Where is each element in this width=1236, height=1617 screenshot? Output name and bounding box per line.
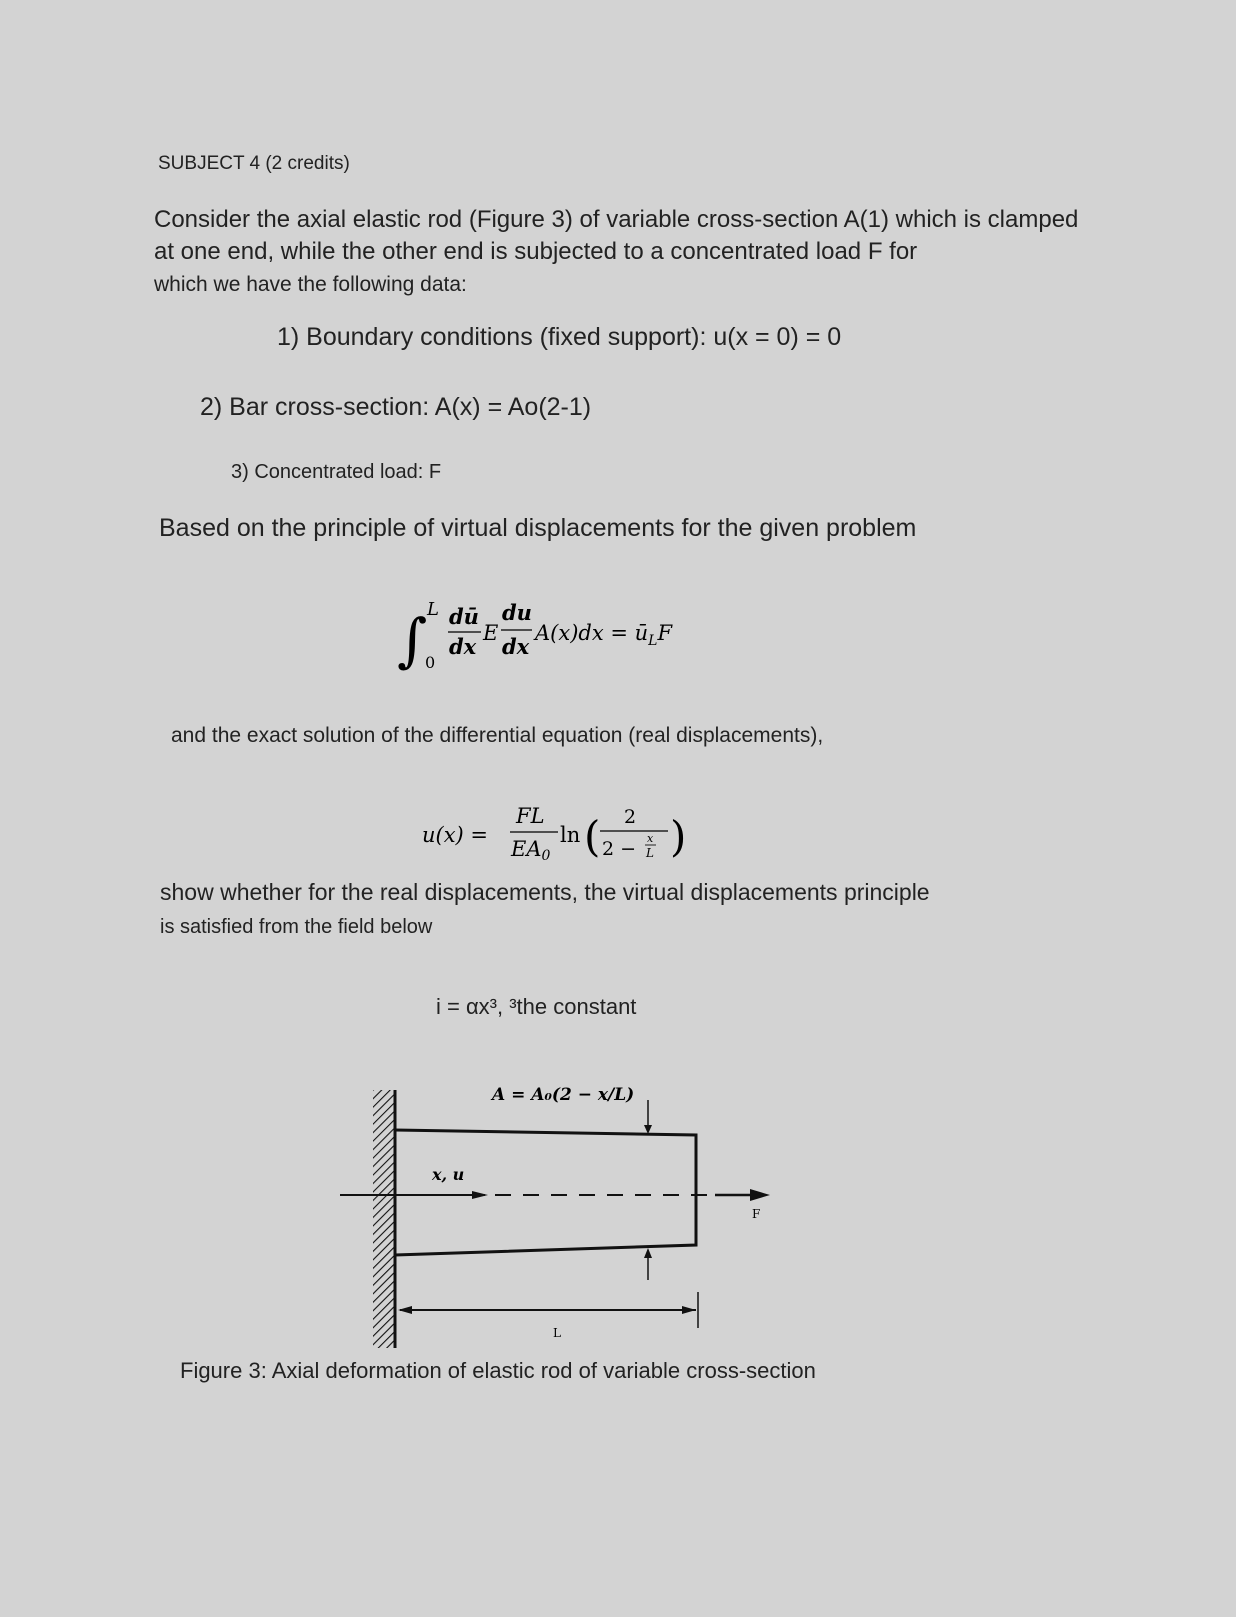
eq2-left-paren: ( — [584, 812, 601, 861]
eq2-den: EA0 — [511, 837, 551, 864]
intro-paragraph — [154, 204, 1094, 301]
show-line1: show whether for the real displacements, the virtual displacements principle — [160, 879, 930, 905]
figure-caption: Figure 3: Axial deformation of elastic rod of variable cross-section — [180, 1358, 816, 1383]
show-paragraph — [160, 876, 1060, 944]
dimension-arrow-right — [682, 1306, 696, 1314]
dimension-arrow-left — [398, 1306, 412, 1314]
eq2-num: FL — [516, 804, 545, 828]
condition-load: 3) Concentrated load: F — [231, 461, 442, 483]
eq2-ln: ln — [560, 823, 581, 847]
rod-outline — [395, 1130, 696, 1255]
elastic-modulus: E — [483, 621, 499, 645]
exact-solution-text: and the exact solution of the differential equation (real displacements), — [171, 724, 824, 747]
condition-cross-section: 2) Bar cross-section: A(x) = Ao(2-1) — [200, 393, 592, 421]
section-arrow-bottom-head — [644, 1248, 652, 1258]
frac1-den: dx — [449, 634, 477, 659]
exact-solution-equation — [418, 795, 718, 870]
virtual-field: i = αx³, ³the constant — [436, 994, 637, 1019]
frac1-num: dū — [449, 604, 479, 629]
based-on-text: Based on the principle of virtual displacements for the given problem — [159, 514, 917, 542]
frac2-den: dx — [502, 634, 530, 659]
frac2-num: du — [502, 600, 532, 625]
force-arrowhead — [750, 1189, 770, 1201]
axis-label: x, u — [432, 1165, 465, 1184]
equation1-rest: $A(x)dx = ū_LF$ — [535, 621, 673, 649]
eq2-inner-den: 2 − — [602, 838, 637, 860]
integral-upper-limit: L — [427, 599, 439, 620]
integral-sign: ∫ — [397, 606, 428, 674]
show-line2: is satisfied from the field below — [160, 916, 433, 938]
intro-tail: which we have the following data: — [154, 273, 467, 296]
subject-heading: SUBJECT 4 (2 credits) — [158, 153, 350, 174]
fixed-support-hatch — [373, 1090, 395, 1348]
eq2-inner-frac-den: L — [646, 846, 654, 860]
area-label: A = A₀(2 − x/L) — [492, 1085, 635, 1105]
axis-arrowhead — [472, 1191, 488, 1199]
eq2-right-paren: ) — [670, 812, 687, 861]
integral-lower-limit: 0 — [425, 653, 436, 672]
rod-figure — [340, 1080, 800, 1355]
intro-main: Consider the axial elastic rod (Figure 3) of variable cross-section A(1) which is clamped at one end, while the other end is subjected to a concentrated load F for — [154, 206, 1079, 265]
length-label: L — [553, 1326, 561, 1340]
section-arrow-top-head — [644, 1125, 652, 1134]
virtual-work-equation — [395, 590, 725, 680]
force-label: F — [752, 1207, 761, 1221]
eq2-inner-frac-num: x — [647, 832, 654, 845]
condition-boundary: 1) Boundary conditions (fixed support): u(x = 0) = 0 — [277, 323, 842, 351]
eq2-lhs: u(x) = — [422, 823, 489, 847]
eq2-inner-num: 2 — [624, 806, 637, 828]
